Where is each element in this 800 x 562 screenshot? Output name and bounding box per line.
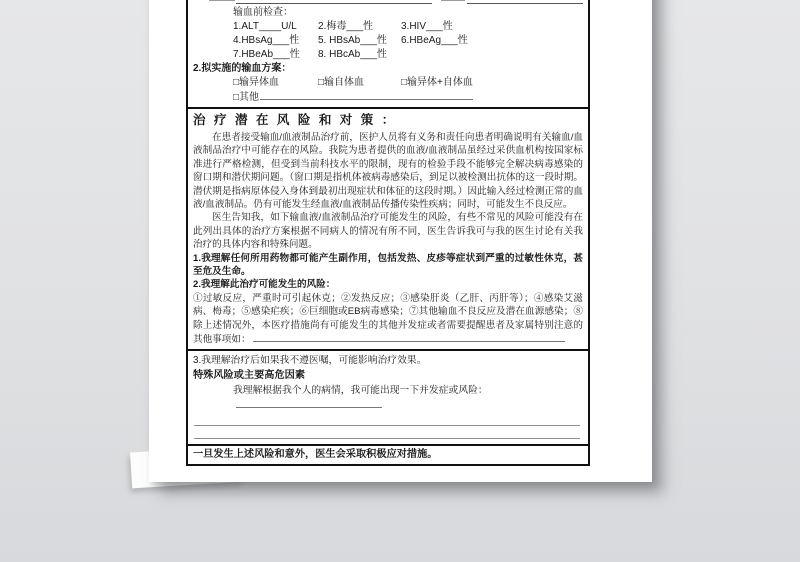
risk-enumeration-text: ①过敏反应，严重时可引起休克；②发热反应；③感染肝炎（乙肝、丙肝等）；④感染艾滋病、梅毒；⑤感染疟疾；⑥巨细胞或EB病毒感染；⑦其他输血不良反应及潜在血源感染；⑧除上述情况外，本医疗措施尚有可能发生的其他并发症或者需要提醒患者及家属特别注意的其他事项如： [193,292,583,346]
special-risk-section [188,351,588,446]
checkbox-option: □输自体血 [318,77,365,88]
blank-underline [236,3,432,4]
checkbox-option: □输异体+自体血 [401,77,473,88]
risk-section [188,109,588,351]
test-row [193,34,583,48]
clipped-field-line [193,0,583,6]
footer-statement: 一旦发生上述风险和意外，医生会采取积极应对措施。 [193,448,438,460]
risk-paragraph-1: 在患者接受输血/血液制品治疗前，医护人员将有义务和责任向患者明确说明有关输血/血液制品治疗中可能存在的风险。我院为患者提供的血液/血液制品虽经过采供血机构按国家标准进行严格检测，但受到当前科技水平的限制，现有的检验手段不能够完全解决病毒感染的窗口期和潜伏期问题。（窗口期是指机体被病毒感染后，到足以被检测出抗体的这一段时期。潜伏期是指病原体侵入身体到最初出现症状和体征的这段时期。）因此输入经过检测正常的血液/血液制品。仍有可能发生经血液/血液制品传播传染性疾病；同时，可能发生不良反应。 [193,132,583,211]
plan-options-row [193,76,583,90]
footer-section [188,446,588,464]
checkbox-option-other: □其他 [233,92,260,103]
special-risk-heading: 特殊风险或主要高危因素 [193,369,306,381]
test-item: 1.ALT____U/L [233,21,297,32]
special-risk-line [193,383,583,413]
plan-other-line [193,90,583,105]
risk-item-1: 1.我理解任何所用药物都可能产生副作用，包括发热、皮疹等症状到严重的过敏性休克，甚至危及生命。 [193,252,583,278]
risk-section-heading: 治 疗 潜 在 风 险 和 对 策 ： [193,113,397,127]
special-risk-text: 我理解根据我个人的病情，我可能出现一下并发症或风险： [233,384,488,396]
test-item: 6.HBeAg___性 [401,35,468,46]
blank-underline [236,398,382,408]
test-item: 7.HBeAb___性 [233,49,300,60]
blank-underline [260,90,473,100]
consent-form-table [186,0,590,466]
risk-item-2: 2.我理解此治疗可能发生的风险： [193,279,336,291]
blank-write-line [194,438,580,439]
test-row [193,48,583,62]
risk-paragraph-2: 医生告知我，如下输血液/血液制品治疗可能发生的风险，有些不常见的风险可能没有在此列出具体的治疗方案根据不同病人的情况有所不同，医生告诉我可与我的医生讨论有关我治疗的具体内容和特殊问题。 [193,212,583,251]
test-item: 2.梅毒___性 [318,21,374,32]
checkbox-option: □输异体血 [233,77,280,88]
test-item: 4.HBsAg___性 [233,35,300,46]
document-page [149,0,652,482]
clipped-label [441,0,465,1]
test-item: 5. HBsAb___性 [318,35,387,46]
test-row [193,20,583,34]
blank-write-line [194,425,580,426]
clipped-label [209,0,235,1]
followup-item-3: 3.我理解治疗后如果我不遵医嘱，可能影响治疗效果。 [193,354,427,366]
pre-transfusion-section [188,0,588,109]
blank-underline [253,332,565,342]
test-item: 8. HBcAb___性 [318,49,387,60]
risk-enumeration [193,292,583,347]
test-item: 3.HIV___性 [401,21,453,32]
blank-underline [467,3,583,4]
precheck-label: 输血前检查： [233,7,293,18]
plan-label: 2.拟实施的输血方案： [193,63,292,74]
